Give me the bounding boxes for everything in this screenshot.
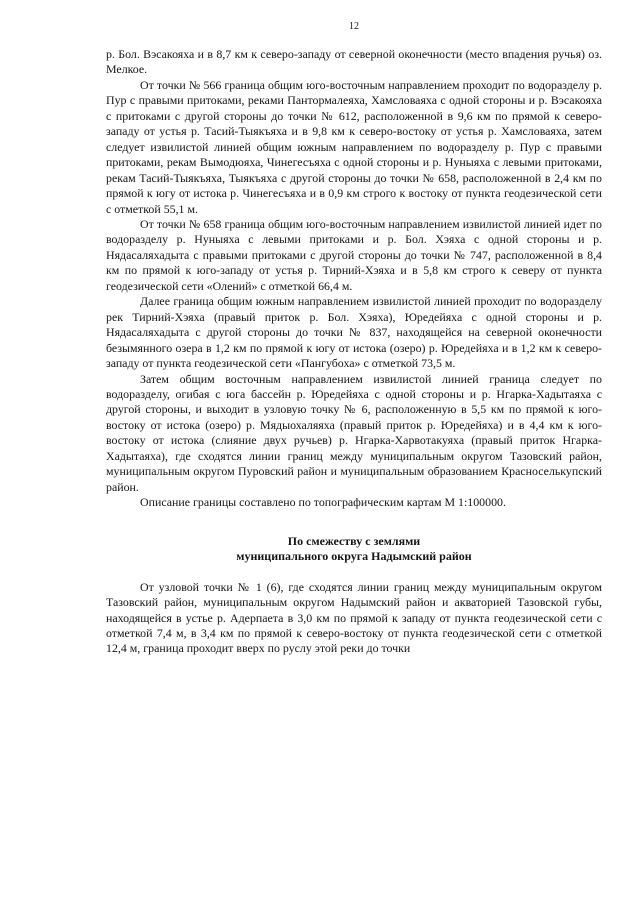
- section-heading-line: муниципального округа Надымский район: [236, 549, 472, 564]
- paragraph: Описание границы составлено по топографическим картам М 1:100000.: [140, 495, 506, 510]
- body-text-top: [106, 47, 602, 511]
- page-number: 12: [349, 21, 359, 32]
- paragraph: Затем общим восточным направлением извилистой линией граница следует по водоразделу, огибая с юга бассейн р. Юредейяха с одной стороны и р. Нгарка-Хадытаяха с другой стороны, и выходит в узловую точку № 6, расположенную в 5,5 км по прямой к юго-востоку от истока (озеро) р. Мядыохаляяха (правый приток р. Юредейяха) и в 4,4 км к юго-востоку от истока (слияние двух ручьев) р. Нгарка-Харвотакуяха (правый приток Нгарка-Хадытаяха), где сходятся линии границ между муниципальным округом Тазовский район, муниципальным округом Пуровский район и муниципальным образованием Красноселькупский район.: [106, 371, 602, 494]
- section-heading-line: По смежеству с землями: [287, 533, 421, 548]
- section-heading: [106, 534, 602, 565]
- paragraph: От точки № 566 граница общим юго-восточным направлением проходит по водоразделу р. Пур с правыми притоками, реками Пантормалеяха, Хамсловаяха с одной стороны и р. Вэсакояха с притоками с другой стороны до точки № 612, расположенной в 9,6 км по прямой к северо-западу от устья р. Тасий-Тыякъяха и в 9,8 км к северо-востоку от устья р. Хамсловаяха, затем следует извилистой линией общим южным направлением по водоразделу р. Пур с правыми притоками, рекам Вымодюяха, Чинегесъяха с одной стороны и р. Нуныяха с левыми притоками, рекам Тасий-Тыякъяха, Тыякъяха с другой стороны до точки № 658, расположенной в 2,4 км по прямой к югу от истока р. Чинегесъяха и в 0,9 км строго к востоку от пункта геодезической сети с отметкой 55,1 м.: [106, 77, 602, 216]
- paragraph: Далее граница общим южным направлением извилистой линией проходит по водоразделу рек Тирний-Хэяха (правый приток р. Бол. Хэяха), Юредейяха с одной стороны и р. Нядасаляхадыта с другой стороны до точки № 837, находящейся на северной оконечности безымянного озера в 1,2 км по прямой к югу от истока (озеро) р. Юредейяха и в 1,2 км к северо-западу от пункта геодезической сети «Пангубоха» с отметкой 73,5 м.: [106, 294, 602, 371]
- paragraph: От узловой точки № 1 (6), где сходятся линии границ между муниципальным округом Тазовский район, муниципальным округом Надымский район и акваторией Тазовской губы, находящейся в устье р. Адерпаета в 3,0 км по прямой к западу от пункта геодезической сети с отметкой 7,4 м, в 3,4 км по прямой к северо-востоку от пункта геодезической сети с отметкой 12,4 м, граница проходит вверх по руслу этой реки до точки: [106, 579, 602, 656]
- body-text-bottom: [106, 580, 602, 657]
- paragraph: р. Бол. Вэсакояха и в 8,7 км к северо-западу от северной оконечности (место впадения ручья) оз. Мелкое.: [106, 47, 602, 77]
- paragraph: От точки № 658 граница общим юго-восточным направлением извилистой линией идет по водоразделу р. Нуныяха с левыми притоками и р. Бол. Хэяха с одной стороны и р. Нядасаляхадыта с правыми притоками с другой стороны до точки № 747, расположенной в 8,4 км по прямой к юго-западу от устья р. Тирний-Хэяха и в 5,8 км строго к северу от пункта геодезической сети «Олений» с отметкой 66,4 м.: [106, 216, 602, 293]
